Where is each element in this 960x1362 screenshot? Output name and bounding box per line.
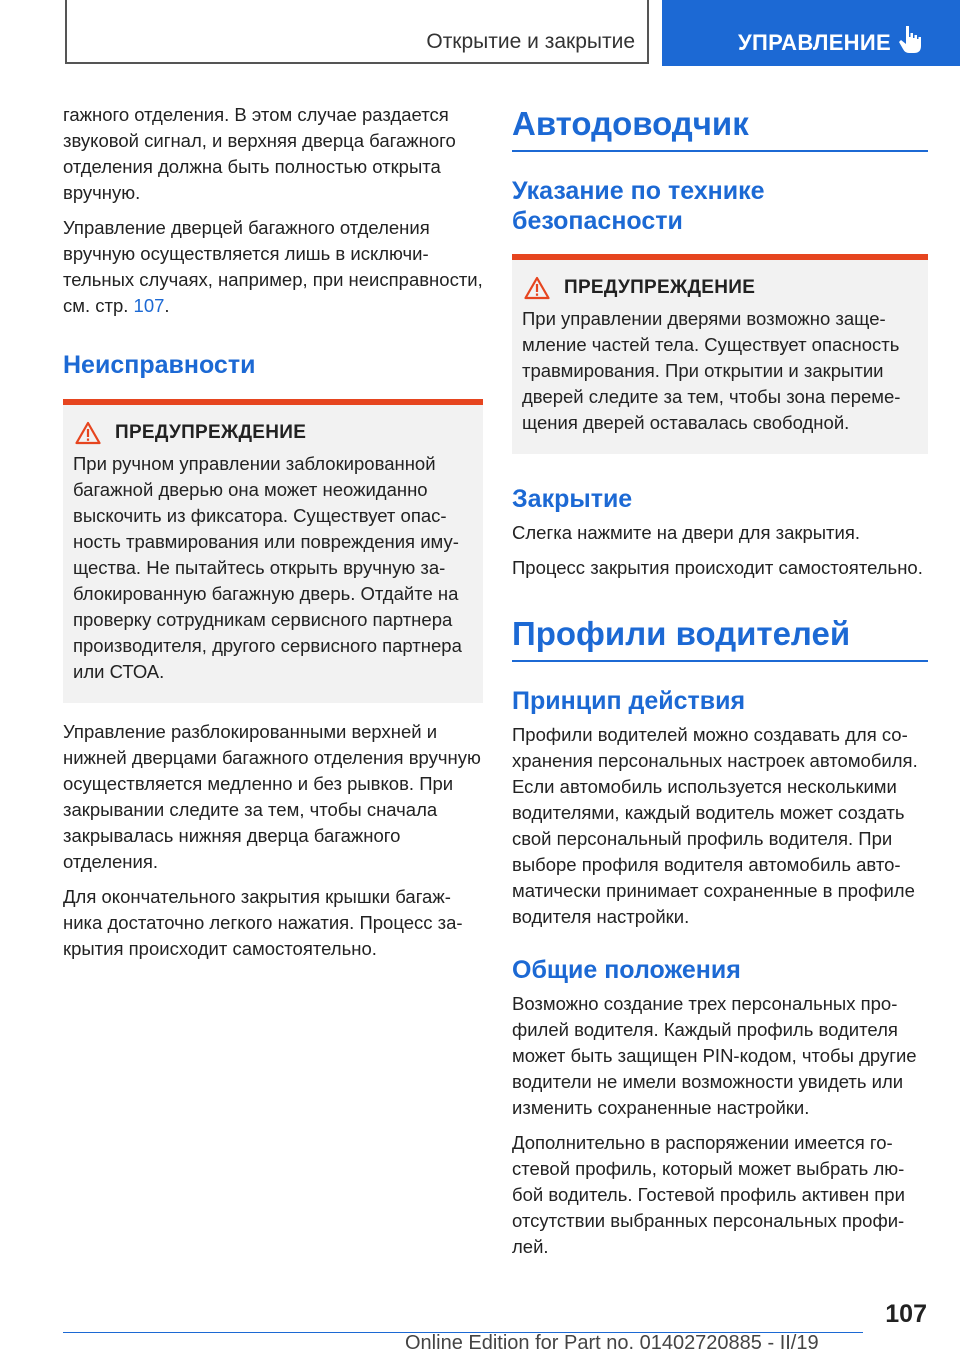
paragraph-text: Управление дверцей багажного отделения вручную осуществляется лишь в исключительных случаях, например, при неисправности, см. стр. — [63, 217, 483, 316]
left-column — [63, 102, 483, 971]
subsection-heading: Общие положения — [512, 956, 741, 984]
warning-title-text: ПРЕДУПРЕЖДЕНИЕ — [115, 422, 307, 443]
paragraph: Возможно создание трех персональных профилей водителя. Каждый профиль водителя может быть защищен PIN-кодом, чтобы другие водители не имели возможности увидеть или изменить сохраненные настройки. — [512, 993, 917, 1118]
paragraph: Слегка нажмите на двери для закрытия. — [512, 522, 861, 543]
paragraph — [63, 215, 483, 319]
paragraph: Профили водителей можно создавать для сохранения персональных настроек автомобиля. Если автомобиль используется несколькими водителями, каждый водитель может создать свой персональный профиль водителя. При выборе профиля водителя автомобиль автоматически принимает сохраненные в профиле водителя настройки. — [512, 724, 918, 927]
chapter-heading: Автодоводчик — [512, 105, 749, 142]
paragraph: Управление разблокированными верхней и нижней дверцами багажного отделения вручную осуществляется медленно и без рывков. При закрывании следите за тем, чтобы сначала закрывалась нижняя дверца багажного отделения. — [63, 721, 481, 872]
header-section-box — [65, 0, 649, 64]
right-column — [512, 104, 928, 1269]
section-heading: Неисправности — [63, 351, 256, 379]
warning-box — [63, 405, 483, 703]
warning-title — [522, 276, 918, 300]
warning-box — [512, 260, 928, 454]
subsection-heading: Закрытие — [512, 485, 633, 513]
section-title: Открытие и закрытие — [426, 30, 635, 53]
hand-pointer-icon — [898, 24, 922, 54]
paragraph: Дополнительно в распоряжении имеется гостевой профиль, который может выбрать любой водитель. Гостевой профиль активен при отсутствии выбранных персональных профилей. — [512, 1132, 905, 1257]
paragraph-end: . — [164, 295, 170, 316]
page-link[interactable]: 107 — [133, 295, 165, 316]
warning-title-text: ПРЕДУПРЕЖДЕНИЕ — [564, 277, 756, 298]
chapter-tab[interactable] — [662, 0, 960, 66]
chapter-label: УПРАВЛЕНИЕ — [738, 30, 891, 55]
warning-title — [73, 421, 473, 445]
subsection-heading: Принцип действия — [512, 687, 746, 715]
warning-triangle-icon — [524, 276, 550, 300]
warning-triangle-icon — [75, 421, 101, 445]
warning-text: При управлении дверями возможно защемление частей тела. Существует опасность травмирования. При открытии и закрытии дверей следите за тем, чтобы зона перемещения дверей оставалась свободной. — [522, 308, 901, 433]
paragraph: гажного отделения. В этом случае раздается звуковой сигнал, и верхняя дверца багажного отделения должна быть полностью открыта вручную. — [63, 104, 456, 203]
page-number: 107 — [885, 1300, 927, 1328]
edition-note: Online Edition for Part no. 01402720885 - II/19 — [405, 1332, 819, 1354]
paragraph: Процесс закрытия происходит самостоятельно. — [512, 557, 923, 578]
chapter-heading: Профили водителей — [512, 615, 851, 652]
subsection-heading: Указание по технике безопасности — [512, 177, 765, 235]
warning-text: При ручном управлении заблокированной багажной дверью она может неожиданно выскочить из фиксатора. Существует опасность травмирования или повреждения имущества. Не пытайтесь открыть вручную заблокированную багажную дверь. Отдайте на проверку сотрудникам сервисного партнера производителя, другого сервисного партнера или СТОА. — [73, 453, 462, 682]
paragraph: Для окончательного закрытия крышки багажника достаточно легкого нажатия. Процесс закрытия происходит самостоятельно. — [63, 886, 463, 959]
